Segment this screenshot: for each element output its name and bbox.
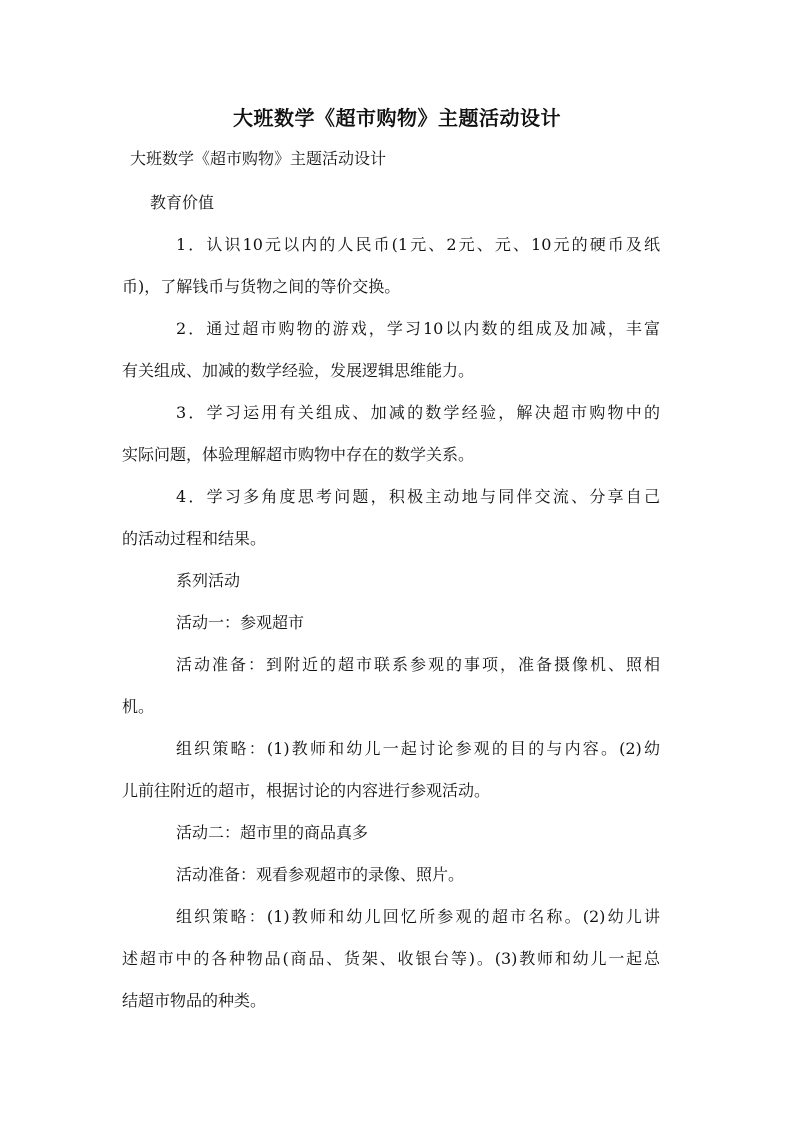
activity-1-strategy-line-2: 儿前往附近的超市，根据讨论的内容进行参观活动。 bbox=[122, 781, 491, 800]
document-subtitle: 大班数学《超市购物》主题活动设计 bbox=[130, 149, 387, 168]
paragraph-1-line-2: 币)，了解钱币与货物之间的等价交换。 bbox=[122, 277, 401, 296]
section-heading-series-activities: 系列活动 bbox=[176, 571, 241, 590]
paragraph-4-line-2: 的活动过程和结果。 bbox=[122, 529, 267, 548]
paragraph-3-line-1: 3．学习运用有关组成、加减的数学经验，解决超市购物中的 bbox=[176, 403, 660, 422]
activity-1-strategy-line-1: 组织策略：(1)教师和幼儿一起讨论参观的目的与内容。(2)幼 bbox=[176, 739, 660, 758]
paragraph-2-line-1: 2．通过超市购物的游戏，学习10以内数的组成及加减，丰富 bbox=[176, 319, 660, 338]
paragraph-4-line-1: 4．学习多角度思考问题，积极主动地与同伴交流、分享自己 bbox=[176, 487, 660, 506]
activity-1-title: 活动一：参观超市 bbox=[176, 613, 305, 632]
activity-2-strategy-line-3: 结超市物品的种类。 bbox=[122, 991, 267, 1010]
paragraph-2-line-2: 有关组成、加减的数学经验，发展逻辑思维能力。 bbox=[122, 361, 475, 380]
paragraph-1-line-1: 1．认识10元以内的人民币(1元、2元、元、10元的硬币及纸 bbox=[176, 235, 660, 254]
activity-2-title: 活动二：超市里的商品真多 bbox=[176, 823, 369, 842]
section-heading-education-value: 教育价值 bbox=[150, 193, 215, 212]
document-title: 大班数学《超市购物》主题活动设计 bbox=[233, 106, 561, 130]
activity-2-strategy-line-2: 述超市中的各种物品(商品、货架、收银台等)。(3)教师和幼儿一起总 bbox=[122, 949, 660, 968]
activity-1-prep-line-1: 活动准备：到附近的超市联系参观的事项，准备摄像机、照相 bbox=[176, 655, 660, 674]
activity-2-strategy-line-1: 组织策略：(1)教师和幼儿回忆所参观的超市名称。(2)幼儿讲 bbox=[176, 907, 660, 926]
paragraph-3-line-2: 实际问题，体验理解超市购物中存在的数学关系。 bbox=[122, 445, 475, 464]
activity-1-prep-line-2: 机。 bbox=[122, 697, 155, 716]
activity-2-prep: 活动准备：观看参观超市的录像、照片。 bbox=[176, 865, 465, 884]
